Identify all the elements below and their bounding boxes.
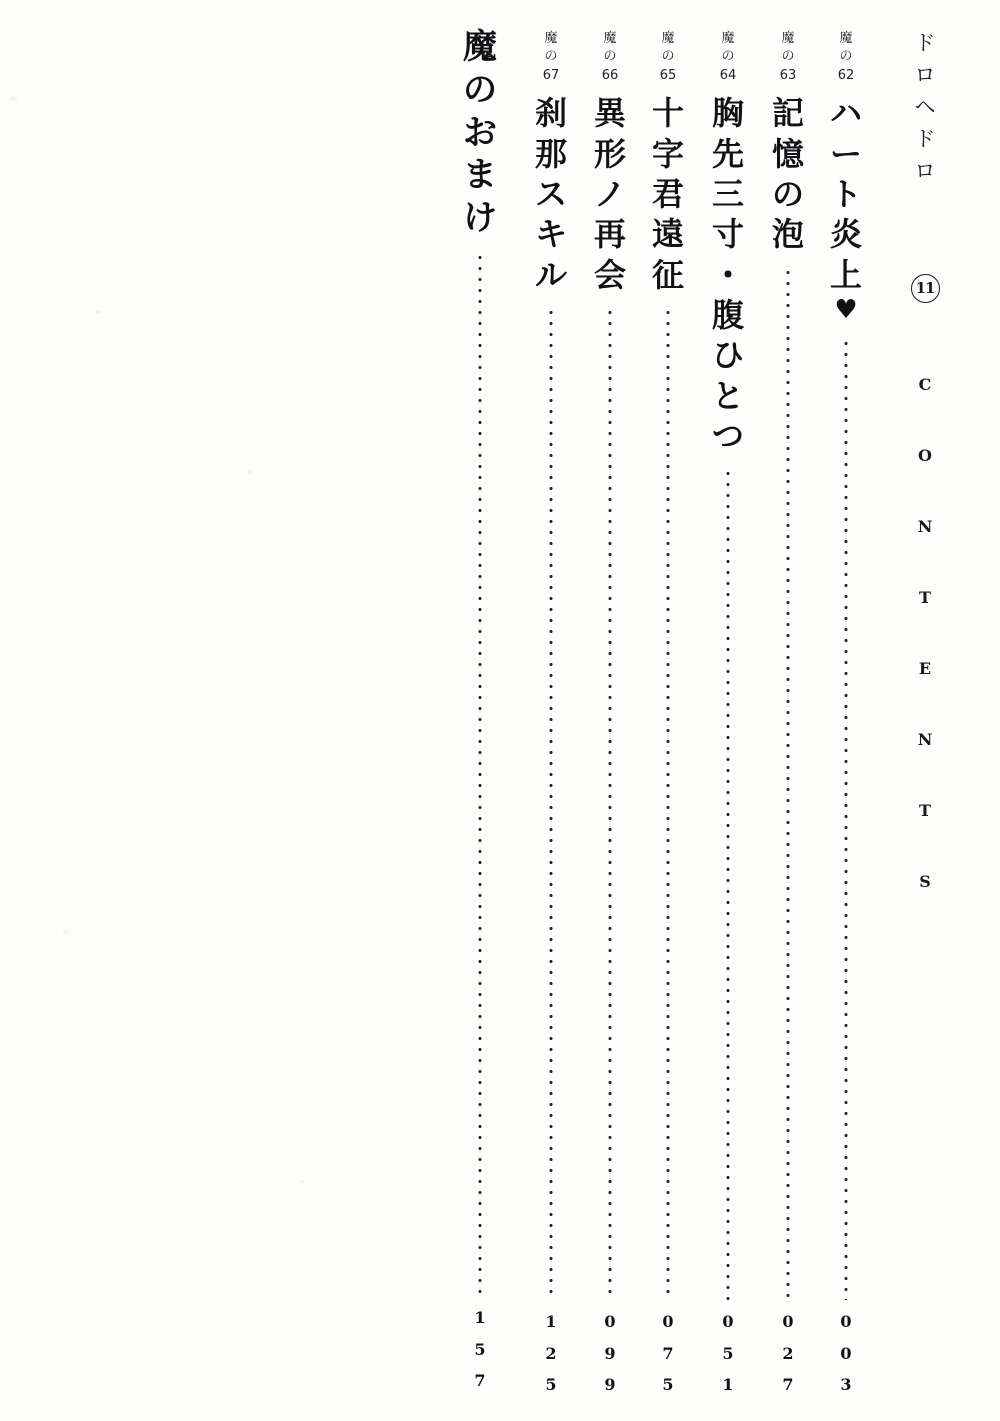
page-number [604,1306,615,1400]
chapter-title-char: キ [534,215,567,254]
page-number-digit: 0 [604,1312,616,1332]
chapter-title-char: 三 [711,174,744,213]
contents-label-char: T [919,587,931,607]
chapter-title-char: 君 [651,174,684,213]
chapter-title [772,93,804,254]
chapter-title-char: 再 [593,215,626,254]
chapter-number-char: の [721,49,735,65]
page-number-digit: 2 [782,1343,794,1363]
chapter-title-char: ま [463,155,497,196]
chapter-title-char: 遠 [651,215,684,254]
chapter-title-char: ノ [593,174,626,213]
page-number-digit: 7 [782,1374,794,1394]
chapter-title-char: 憶 [771,134,804,173]
chapter-number [602,30,619,85]
page-number [662,1306,673,1400]
page-number [545,1306,556,1400]
chapter-title-char: 会 [593,255,626,294]
page-number-digit: 1 [474,1308,486,1328]
chapter-title-char: つ [711,416,744,455]
chapter-number-char: 65 [659,67,677,83]
page-number [722,1306,733,1400]
page-number-digit: 0 [782,1312,794,1332]
chapter-title-char: の [463,69,497,110]
chapter-number-char: 64 [719,67,737,83]
page-number-digit: 7 [662,1343,674,1363]
contents-label-char: C [918,374,932,394]
leader-dots [549,307,553,1301]
chapter-number-char: 魔 [661,31,675,46]
chapter-title-char: 記 [771,94,804,133]
chapter-title [712,93,744,456]
leader-dots [844,338,848,1300]
toc-entry-chapter-65[interactable] [640,30,696,1400]
chapter-number-char: 魔 [544,31,558,46]
contents-label-char: T [919,800,931,820]
page-number-digit: 5 [474,1339,486,1359]
chapter-title-char: ス [534,174,567,213]
page-number-digit: 5 [545,1374,557,1394]
chapter-title-char: 上 [829,255,862,294]
chapter-title [463,26,497,240]
leader-dots [608,307,612,1301]
chapter-title-char: ハ [829,94,862,133]
chapter-number-char: 62 [837,67,855,83]
chapter-title-char: 那 [534,134,567,173]
toc-entry-chapter-64[interactable] [700,30,756,1400]
page-number-digit: 0 [840,1343,852,1363]
series-title-char: ヘ [914,94,936,119]
chapter-number-char: の [781,49,795,65]
chapter-title-char: 寸 [711,215,744,254]
chapter-number [780,30,797,85]
page-number-digit: 5 [662,1374,674,1394]
page-number-digit: 9 [604,1374,616,1394]
chapter-number-char: 67 [542,67,560,83]
chapter-title-char: 胸 [711,94,744,133]
chapter-number-char: の [661,49,675,65]
page-number [782,1306,793,1400]
volume-number-badge: 11 [911,274,940,303]
leader-dots [786,267,790,1301]
chapter-title-char: 先 [711,134,744,173]
leader-dots [726,468,730,1300]
toc-entry-chapter-66[interactable] [582,30,638,1400]
chapter-number [838,30,855,85]
page-number-digit: 9 [604,1343,616,1363]
page-number-digit: 3 [840,1374,852,1394]
chapter-title [535,93,567,295]
heart-icon: ♥ [834,294,858,325]
page-number-digit: 0 [662,1312,674,1332]
page-number-digit: 7 [474,1370,486,1390]
contents-label-char: S [919,871,931,891]
chapter-title [830,93,862,326]
chapter-number-char: 魔 [839,31,853,46]
chapter-title-char: ・ [711,255,744,294]
series-title-char: ド [914,31,936,55]
chapter-number-char: 63 [779,67,797,83]
chapter-title [594,93,626,295]
page-number [474,1302,485,1396]
chapter-number [543,30,560,85]
contents-label-char: N [917,516,933,536]
chapter-title-char: 征 [651,255,684,294]
chapter-number-char: 魔 [781,31,795,46]
chapter-title-char: 字 [651,134,684,173]
toc-entry-chapter-63[interactable] [760,30,816,1400]
toc-entry-chapter-62[interactable] [818,30,874,1400]
chapter-number-char: の [839,49,853,65]
chapter-title-char: ル [534,255,567,294]
chapter-title-char: 十 [651,94,684,133]
page-number-digit: 0 [722,1312,734,1332]
contents-label-char: O [918,445,932,465]
chapter-title-char: の [771,174,804,213]
page-number-digit: 5 [722,1343,734,1363]
chapter-number-char: の [544,49,558,65]
chapter-number-char: 魔 [603,31,617,46]
chapter-number-char: 魔 [721,31,735,46]
leader-dots [666,307,670,1301]
chapter-title-char: 刹 [534,94,567,133]
chapter-title-char: 泡 [771,215,804,254]
page-number [840,1306,851,1400]
chapter-title-char: ひ [711,336,744,375]
chapter-title-char: ト [829,174,862,213]
toc-entry-omake[interactable] [452,26,508,1396]
contents-label-char: N [917,729,933,749]
contents-label-char: E [918,658,932,678]
series-title-char: ロ [914,158,936,183]
chapter-title-char: 腹 [711,295,744,334]
toc-entry-chapter-67[interactable] [523,30,579,1400]
chapter-title-char: 魔 [463,27,497,67]
leader-dots [478,252,482,1296]
chapter-number [720,30,737,85]
page-number-digit: 1 [722,1374,734,1394]
chapter-title-char: ー [829,134,862,173]
chapter-number-char: 66 [601,67,619,83]
chapter-title-char: け [463,198,497,239]
chapter-title-char: お [463,112,497,153]
page-number-digit: 2 [545,1343,557,1363]
chapter-title-char: と [711,376,744,415]
chapter-title [652,93,684,295]
page-number-digit: 0 [840,1312,852,1332]
chapter-number-char: の [603,49,617,65]
series-title-char: ド [914,126,936,151]
chapter-title-char: 炎 [829,215,862,254]
page-number-digit: 1 [545,1312,557,1332]
chapter-title-char: 形 [593,134,626,173]
series-title-char: ロ [914,62,936,87]
chapter-number [660,30,677,85]
chapter-title-char: 異 [593,94,626,133]
